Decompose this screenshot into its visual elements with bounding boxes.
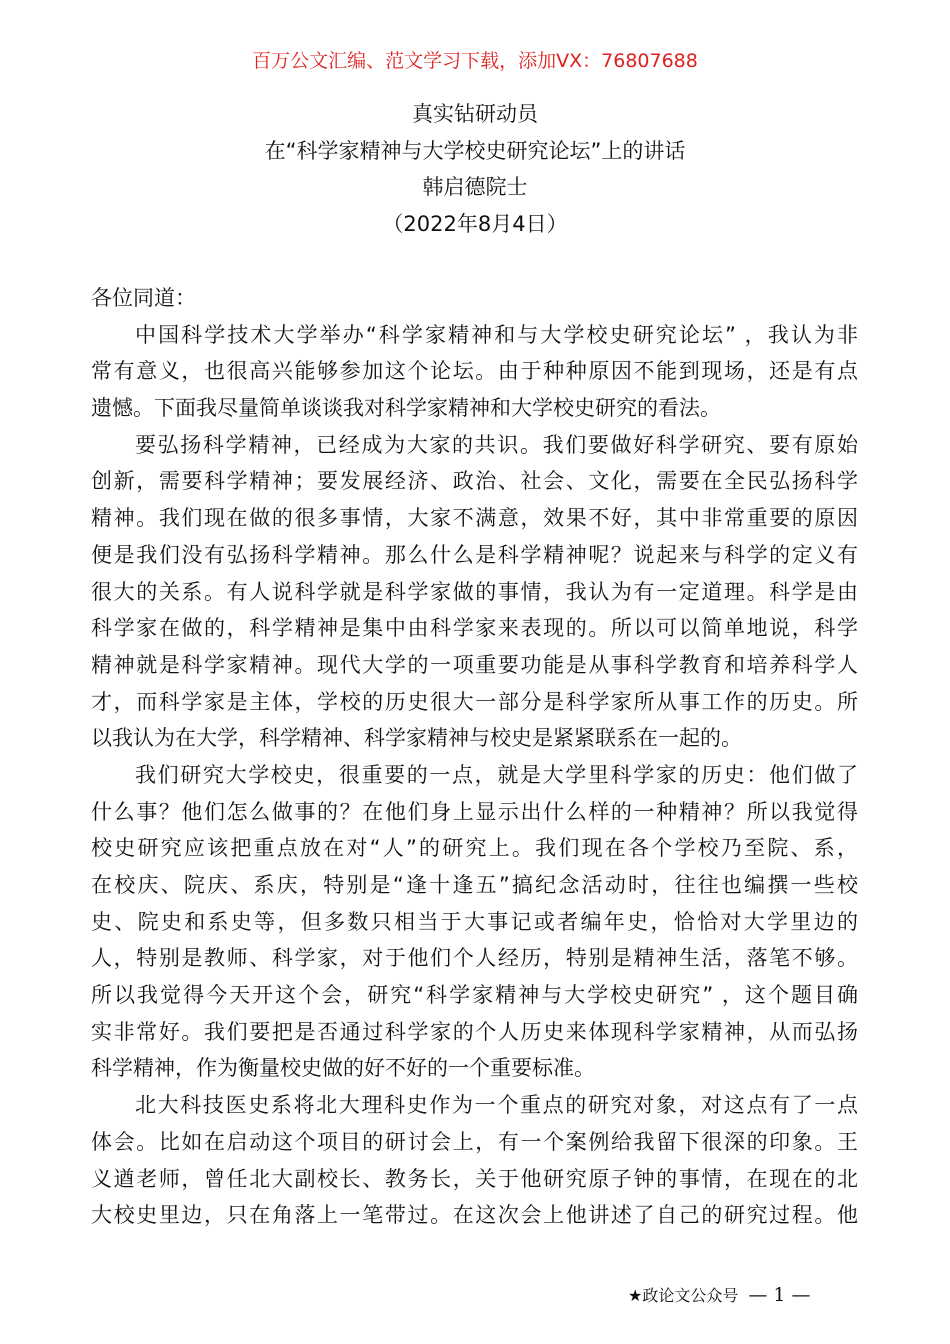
page-number: — 1 — (748, 1284, 811, 1306)
footer-source: ★政论文公众号 (628, 1286, 739, 1305)
doc-author: 韩启德院士 (422, 175, 528, 199)
doc-date: （2022年8月4日） (382, 212, 568, 236)
body-line: 常有意义，也很高兴能够参加这个论坛。由于种种原因不能到现场，还是有点 (91, 359, 858, 384)
body-line: 史、院史和系史等，但多数只相当于大事记或者编年史，恰恰对大学里边的 (91, 909, 858, 934)
doc-body (91, 280, 858, 1234)
body-line: 中国科学技术大学举办“科学家精神和与大学校史研究论坛” ，我认为非 (135, 322, 858, 347)
body-line: 以我认为在大学，科学精神、科学家精神与校史是紧紧联系在一起的。 (91, 726, 742, 751)
body-line: 创新，需要科学精神；要发展经济、政治、社会、文化，需要在全民弘扬科学 (91, 469, 858, 494)
body-line: 所以我觉得今天开这个会，研究“科学家精神与大学校史研究” ，这个题目确 (91, 983, 858, 1008)
body-line: 我们研究大学校史，很重要的一点，就是大学里科学家的历史：他们做了 (135, 762, 858, 787)
body-line: 精神。我们现在做的很多事情，大家不满意，效果不好，其中非常重要的原因 (91, 506, 858, 531)
doc-title: 真实钻研动员 (412, 102, 538, 126)
body-line: 人，特别是教师、科学家，对于他们个人经历，特别是精神生活，落笔不够。 (91, 946, 858, 971)
body-line: 科学家在做的，科学精神是集中由科学家来表现的。所以可以简单地说，科学 (91, 616, 858, 641)
body-line: 精神就是科学家精神。现代大学的一项重要功能是从事科学教育和培养科学人 (91, 652, 858, 677)
promo-banner: 百万公文汇编、范文学习下载，添加VX：76807688 (252, 50, 698, 72)
body-line: 科学精神，作为衡量校史做的好不好的一个重要标准。 (91, 1056, 595, 1081)
body-line: 什么事？他们怎么做事的？在他们身上显示出什么样的一种精神？所以我觉得 (91, 799, 858, 824)
body-line: 校史研究应该把重点放在对“人”的研究上。我们现在各个学校乃至院、系， (91, 836, 858, 861)
body-line: 便是我们没有弘扬科学精神。那么什么是科学精神呢？说起来与科学的定义有 (91, 542, 858, 567)
greeting: 各位同道： (91, 286, 196, 310)
page-footer (628, 1283, 811, 1306)
body-line: 要弘扬科学精神，已经成为大家的共识。我们要做好科学研究、要有原始 (135, 432, 858, 457)
body-line: 北大科技医史系将北大理科史作为一个重点的研究对象，对这点有了一点 (135, 1093, 858, 1118)
body-line: 体会。比如在启动这个项目的研讨会上，有一个案例给我留下很深的印象。王 (91, 1129, 858, 1154)
body-line: 在校庆、院庆、系庆，特别是“逢十逢五”搞纪念活动时，往往也编撰一些校 (91, 873, 858, 897)
body-line: 实非常好。我们要把是否通过科学家的个人历史来体现科学家精神，从而弘扬 (91, 1019, 858, 1044)
body-line: 才，而科学家是主体，学校的历史很大一部分是科学家所从事工作的历史。所 (91, 689, 858, 714)
body-line: 遗憾。下面我尽量简单谈谈我对科学家精神和大学校史研究的看法。 (91, 396, 721, 421)
body-line: 很大的关系。有人说科学就是科学家做的事情，我认为有一定道理。科学是由 (91, 579, 858, 604)
doc-subtitle: 在“科学家精神与大学校史研究论坛”上的讲话 (264, 139, 686, 163)
body-line: 义遒老师，曾任北大副校长、教务长，关于他研究原子钟的事情，在现在的北 (91, 1166, 858, 1191)
body-line: 大校史里边，只在角落上一笔带过。在这次会上他讲述了自己的研究过程。他 (91, 1203, 858, 1228)
